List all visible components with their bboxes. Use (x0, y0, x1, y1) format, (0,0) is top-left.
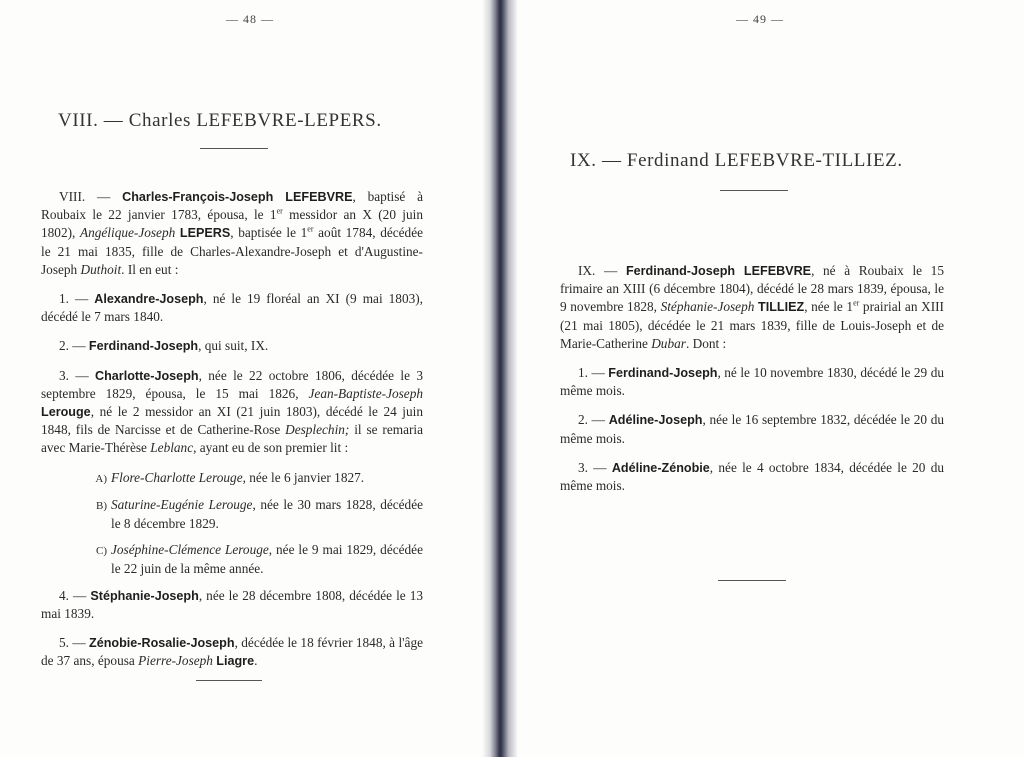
left-end-rule (196, 680, 262, 681)
right-chapter-title: IX. — Ferdinand LEFEBVRE-TILLIEZ. (570, 150, 903, 171)
left-grandchild-entry: B) Saturine-Eugénie Lerouge, née le 30 mars 1828, décédée le 8 décembre 1829. (96, 496, 424, 532)
left-intro-paragraph: VIII. — Charles-François-Joseph LEFEBVRE, baptisé à Roubaix le 22 janvier 1783, épousa, le 1er messidor an X (20 juin 1802), Angélique-Joseph LEPERS, baptisée le 1er août 1784, décédée le 21 mai 1835, fille de Charles-Alexandre-Joseph et d'Augustine-Joseph Duthoit. Il en eut : (41, 189, 424, 277)
left-grandchild-entry: C) Joséphine-Clémence Lerouge, née le 9 mai 1829, décédée le 22 juin de la même année. (96, 542, 423, 577)
right-page-number: — 49 — (736, 12, 784, 26)
left-page-number: — 48 — (226, 12, 274, 26)
left-title-rule (200, 148, 268, 149)
left-child-entry: 2. — Ferdinand-Joseph, qui suit, IX. (59, 338, 269, 354)
right-title-rule (720, 190, 788, 191)
right-page (506, 0, 1024, 757)
right-child-entry: 2. — Adéline-Joseph, née le 16 septembre 1832, décédée le 20 du même mois. (560, 412, 944, 446)
left-child-entry: 3. — Charlotte-Joseph, née le 22 octobre 1806, décédée le 3 septembre 1829, épousa, le 15 mai 1826, Jean-Baptiste-Joseph Lerouge, né le 2 messidor an XI (21 juin 1803), décédé le 24 juin 1848, fils de Narcisse et de Catherine-Rose Desplechin; il se remaria avec Marie-Thérèse Leblanc, ayant eu de son premier lit : (41, 367, 424, 456)
right-child-entry: 1. — Ferdinand-Joseph, né le 10 novembre 1830, décédé le 29 du même mois. (560, 365, 944, 399)
left-child-entry: 4. — Stéphanie-Joseph, née le 28 décembre 1808, décédée le 13 mai 1839. (41, 587, 424, 621)
right-intro-paragraph: IX. — Ferdinand-Joseph LEFEBVRE, né à Roubaix le 15 frimaire an XIII (6 décembre 1804), décédé le 28 mars 1839, épousa, le 9 novembre 1828, Stéphanie-Joseph TILLIEZ, née le 1er prairial an XIII (21 mai 1805), décédée le 21 mars 1839, fille de Louis-Joseph et de Marie-Catherine Dubar. Dont : (560, 263, 944, 351)
left-child-entry: 1. — Alexandre-Joseph, né le 19 floréal an XI (9 mai 1803), décédé le 7 mars 1840. (41, 291, 423, 325)
left-grandchildren-list (41, 469, 423, 579)
left-child-entry: 5. — Zénobie-Rosalie-Joseph, décédée le 18 février 1848, à l'âge de 37 ans, épousa Pierre-Joseph Liagre. (41, 635, 423, 669)
left-chapter-title: VIII. — Charles LEFEBVRE-LEPERS. (58, 110, 382, 131)
left-page (0, 0, 490, 757)
right-text-body (560, 262, 944, 506)
right-child-entry: 3. — Adéline-Zénobie, née le 4 octobre 1834, décédée le 20 du même mois. (560, 459, 945, 494)
left-grandchild-entry: A) Flore-Charlotte Lerouge, née le 6 janvier 1827. (95, 469, 365, 485)
right-end-rule (718, 580, 786, 581)
left-text-body (41, 188, 423, 681)
